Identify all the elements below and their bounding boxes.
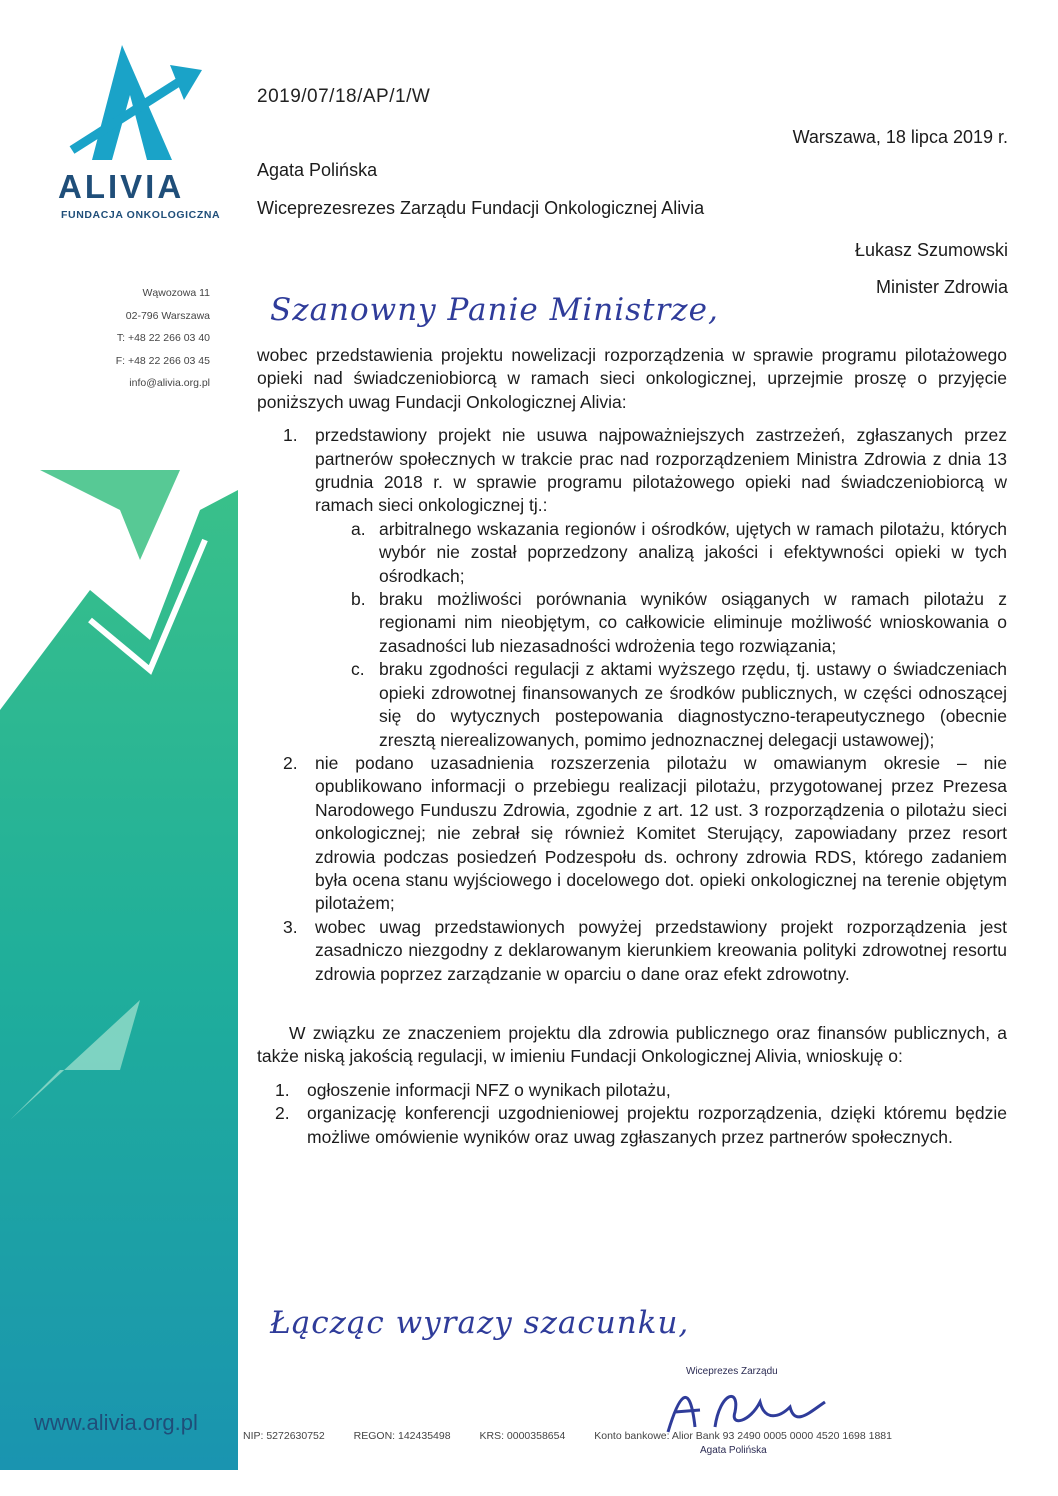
side-arrow-graphic <box>0 470 238 1470</box>
list-number: 1. <box>275 1079 290 1100</box>
list-text: wobec uwag przedstawionych powyżej przedstawiony projekt rozporządzenia jest zasadniczo niezgodny z deklarowanym kierunkiem kreowania polityki zdrowotnej resortu zdrowia poprzez zarządzanie w oparciu o dane oraz efekt zdrowotny. <box>315 916 1007 984</box>
contact-fax: F: +48 22 266 03 45 <box>115 354 210 367</box>
sub-list-text: braku zgodności regulacji z aktami wyższego rzędu, tj. ustawy o świadczeniach opieki zdrowotnej finansowanych ze środków publicznych, w części odnoszącej się do wytycznych postepowania diagnostyczno-terapeutycznego (obecnie zresztą nierealizowanych, pomimo jednoznacznej delegacji ustawowej); <box>379 659 1007 750</box>
list-item <box>257 752 1007 916</box>
sub-list <box>315 518 1007 752</box>
list-text: przedstawiony projekt nie usuwa najpoważniejszych zastrzeżeń, zgłaszanych przez partnerów społecznych w trakcie prac nad rozporządzeniem Ministra Zdrowia z dnia 13 grudnia 2018 r. w sprawie programu pilotażowego opieki nad świadczeniobiorcą w ramach sieci onkologicznej tj.: <box>315 425 1007 516</box>
sub-list-text: arbitralnego wskazania regionów i ośrodków, ujętych w ramach pilotażu, których wybór nie został poprzedzony analizą jakości i efektywności opieki w tych ośrodkach; <box>379 518 1007 586</box>
reference-number: 2019/07/18/AP/1/W <box>257 86 431 107</box>
handwritten-closing: Łącząc wyrazy szacunku, <box>270 1305 690 1341</box>
conclusion-paragraph: W związku ze znaczeniem projektu dla zdrowia publicznego oraz finansów publicznych, a także niską jakością regulacji, w imieniu Fundacji Onkologicznej Alivia, wnioskuję o: <box>257 1022 1007 1067</box>
letter-date: Warszawa, 18 lipca 2019 r. <box>792 127 1008 147</box>
handwritten-salutation: Szanowny Panie Ministrze, <box>270 292 719 328</box>
contact-email[interactable]: info@alivia.org.pl <box>129 377 210 389</box>
list-item <box>257 1102 1007 1149</box>
sub-list-item <box>315 518 1007 588</box>
contact-city: 02-796 Warszawa <box>125 309 210 322</box>
footer-krs: KRS: 0000358654 <box>479 1430 566 1442</box>
sub-list-letter: c. <box>351 659 365 680</box>
recipient-name: Łukasz Szumowski <box>854 240 1008 260</box>
sub-list-letter: a. <box>351 518 366 539</box>
sub-list-text: braku możliwości porównania wyników osiąganych w ramach pilotażu z regionami nim nieobjętym, co całkowicie eliminuje możliwość wnioskowania o zasadności lub niezasadności wdrożenia tego rozwiązania; <box>379 589 1007 656</box>
footer-bank: Konto bankowe: Alior Bank 93 2490 0005 0000 4520 1698 1881 <box>594 1430 892 1442</box>
contact-street: Wąwozowa 11 <box>142 287 210 299</box>
requests-list <box>257 1079 1007 1149</box>
list-text: nie podano uzasadnienia rozszerzenia pilotażu w omawianym okresie – nie opublikowano informacji o przebiegu realizacji pilotażu, przygotowanej przez Prezesa Narodowego Funduszu Zdrowia, zgodnie z art. 12 ust. 3 rozporządzenia o pilotażu sieci onkologicznej; nie zebrał się również Komitet Sterujący, zapowiadany przez resort zdrowia podczas posiedzeń Podzespołu ds. ochrony zdrowia RDS, którego zadaniem była ocena stanu wyjściowego i docelowego dot. opieki onkologicznej na terenie objętym pilotażem; <box>315 752 1007 914</box>
list-text: organizację konferencji uzgodnieniowej projektu rozporządzenia, dzięki któremu będzie możliwe omówienie wyników oraz uwag zgłaszanych przez partnerów społecznych. <box>307 1103 1007 1147</box>
list-item <box>257 1079 1007 1102</box>
footer-regon: REGON: 142435498 <box>353 1430 451 1442</box>
sub-list-item <box>315 658 1007 752</box>
alivia-logo-icon <box>52 40 222 170</box>
intro-paragraph: wobec przedstawienia projektu nowelizacji rozporządzenia w sprawie programu pilotażowego opieki nad świadczeniobiorcą w ramach sieci onkologicznej, uprzejmie proszę o przyjęcie poniższych uwag Fundacji Onkologicznej Alivia: <box>257 345 1007 412</box>
contact-block <box>116 282 210 395</box>
website-link[interactable]: www.alivia.org.pl <box>34 1410 198 1435</box>
list-number: 3. <box>283 916 298 937</box>
list-number: 2. <box>275 1103 290 1124</box>
sender-role: Wiceprezesrezes Zarządu Fundacji Onkologicznej Alivia <box>257 198 705 218</box>
stamp-name: Agata Polińska <box>700 1445 767 1456</box>
stamp-title: Wiceprezes Zarządu <box>686 1366 778 1377</box>
letter-body <box>257 344 1007 1149</box>
recipient-role: Minister Zdrowia <box>875 277 1008 297</box>
sender-name: Agata Polińska <box>257 160 378 180</box>
points-list <box>257 424 1007 986</box>
contact-phone: T: +48 22 266 03 40 <box>116 332 210 344</box>
footer-nip: NIP: 5272630752 <box>243 1430 325 1442</box>
list-item <box>257 916 1007 986</box>
footer-info <box>243 1430 918 1442</box>
list-text: ogłoszenie informacji NFZ o wynikach pilotażu, <box>307 1079 671 1100</box>
list-number: 1. <box>283 425 298 446</box>
logo-name: ALIVIA <box>58 168 185 205</box>
sub-list-item <box>315 588 1007 658</box>
logo-subtitle: FUNDACJA ONKOLOGICZNA <box>61 209 221 221</box>
sub-list-letter: b. <box>351 589 366 610</box>
list-number: 2. <box>283 752 298 773</box>
list-item <box>257 424 1007 752</box>
